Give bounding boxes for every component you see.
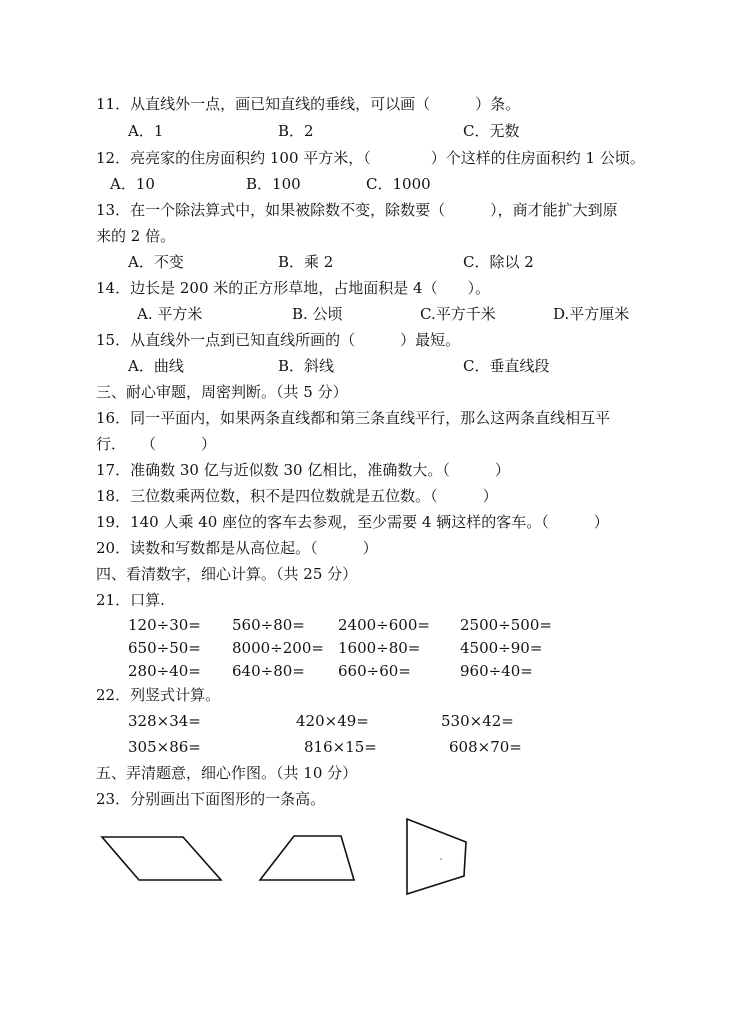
q15-option-c[interactable]: C．垂直线段 bbox=[463, 357, 550, 375]
oral-item: 120÷30= bbox=[128, 616, 201, 634]
parallelogram-figure[interactable] bbox=[102, 837, 221, 880]
q14-option-c[interactable]: C.平方千米 bbox=[420, 305, 496, 323]
q11-option-a[interactable]: A．1 bbox=[128, 122, 164, 140]
oral-item: 1600÷80= bbox=[338, 639, 421, 657]
q21-title: 21．口算. bbox=[96, 591, 165, 609]
q18[interactable]: 18．三位数乘两位数，积不是四位数就是五位数。（ ） bbox=[96, 487, 498, 505]
q13-option-a[interactable]: A．不变 bbox=[128, 253, 184, 271]
q23-stem: 23．分别画出下面图形的一条高。 bbox=[96, 790, 326, 808]
q14-option-b[interactable]: B. 公顷 bbox=[292, 305, 343, 323]
oral-item: 2400÷600= bbox=[338, 616, 430, 634]
q11-stem: 11．从直线外一点，画已知直线的垂线，可以画（ ）条。 bbox=[96, 95, 521, 113]
q13-option-c[interactable]: C．除以 2 bbox=[463, 253, 534, 271]
oral-item: 280÷40= bbox=[128, 662, 201, 680]
figures[interactable] bbox=[0, 810, 741, 910]
oral-item: 650÷50= bbox=[128, 639, 201, 657]
q13-stem-line2: 来的 2 倍。 bbox=[96, 227, 176, 245]
q14-stem: 14．边长是 200 米的正方形草地，占地面积是 4（ ）。 bbox=[96, 279, 491, 297]
q19[interactable]: 19．140 人乘 40 座位的客车去参观，至少需要 4 辆这样的客车。（ ） bbox=[96, 513, 609, 531]
q12-option-c[interactable]: C．1000 bbox=[366, 175, 431, 193]
q11-option-b[interactable]: B．2 bbox=[278, 122, 314, 140]
q16-line1: 16．同一平面内，如果两条直线都和第三条直线平行，那么这两条直线相互平 bbox=[96, 409, 611, 427]
oral-item: 660÷60= bbox=[338, 662, 411, 680]
oral-item: 2500÷500= bbox=[460, 616, 552, 634]
q17[interactable]: 17．准确数 30 亿与近似数 30 亿相比，准确数大。（ ） bbox=[96, 461, 510, 479]
q13-stem-line1: 13．在一个除法算式中，如果被除数不变，除数要（ ），商才能扩大到原 bbox=[96, 201, 618, 219]
q16-line2[interactable]: 行． （ ） bbox=[96, 435, 217, 453]
trapezoid-figure[interactable] bbox=[260, 836, 354, 880]
q12-stem: 12．亮亮家的住房面积约 100 平方米，（ ）个这样的住房面积约 1 公顷。 bbox=[96, 149, 645, 167]
q11-option-c[interactable]: C．无数 bbox=[463, 122, 520, 140]
written-item: 530×42= bbox=[441, 712, 514, 730]
oral-item: 560÷80= bbox=[232, 616, 305, 634]
written-item: 608×70= bbox=[449, 738, 522, 756]
written-item: 328×34= bbox=[128, 712, 201, 730]
q12-option-b[interactable]: B．100 bbox=[246, 175, 301, 193]
written-item: 816×15= bbox=[304, 738, 377, 756]
q22-title: 22．列竖式计算。 bbox=[96, 686, 221, 704]
q15-option-b[interactable]: B．斜线 bbox=[278, 357, 335, 375]
written-item: 420×49= bbox=[296, 712, 369, 730]
section4-title: 四、看清数字，细心计算。（共 25 分） bbox=[96, 565, 358, 583]
oral-item: 8000÷200= bbox=[232, 639, 324, 657]
q14-option-a[interactable]: A. 平方米 bbox=[137, 305, 203, 323]
q14-option-d[interactable]: D.平方厘米 bbox=[553, 305, 630, 323]
oral-item: 4500÷90= bbox=[460, 639, 543, 657]
written-item: 305×86= bbox=[128, 738, 201, 756]
q13-option-b[interactable]: B．乘 2 bbox=[278, 253, 334, 271]
section5-title: 五、弄清题意，细心作图。（共 10 分） bbox=[96, 764, 358, 782]
dot-mark bbox=[440, 858, 442, 860]
q20[interactable]: 20．读数和写数都是从高位起。（ ） bbox=[96, 539, 378, 557]
q12-option-a[interactable]: A．10 bbox=[110, 175, 155, 193]
section3-title: 三、耐心审题，周密判断。（共 5 分） bbox=[96, 383, 348, 401]
q15-option-a[interactable]: A．曲线 bbox=[128, 357, 184, 375]
oral-item: 960÷40= bbox=[460, 662, 533, 680]
q15-stem: 15．从直线外一点到已知直线所画的（ ）最短。 bbox=[96, 331, 461, 349]
oral-item: 640÷80= bbox=[232, 662, 305, 680]
quadrilateral-figure[interactable] bbox=[407, 819, 466, 894]
